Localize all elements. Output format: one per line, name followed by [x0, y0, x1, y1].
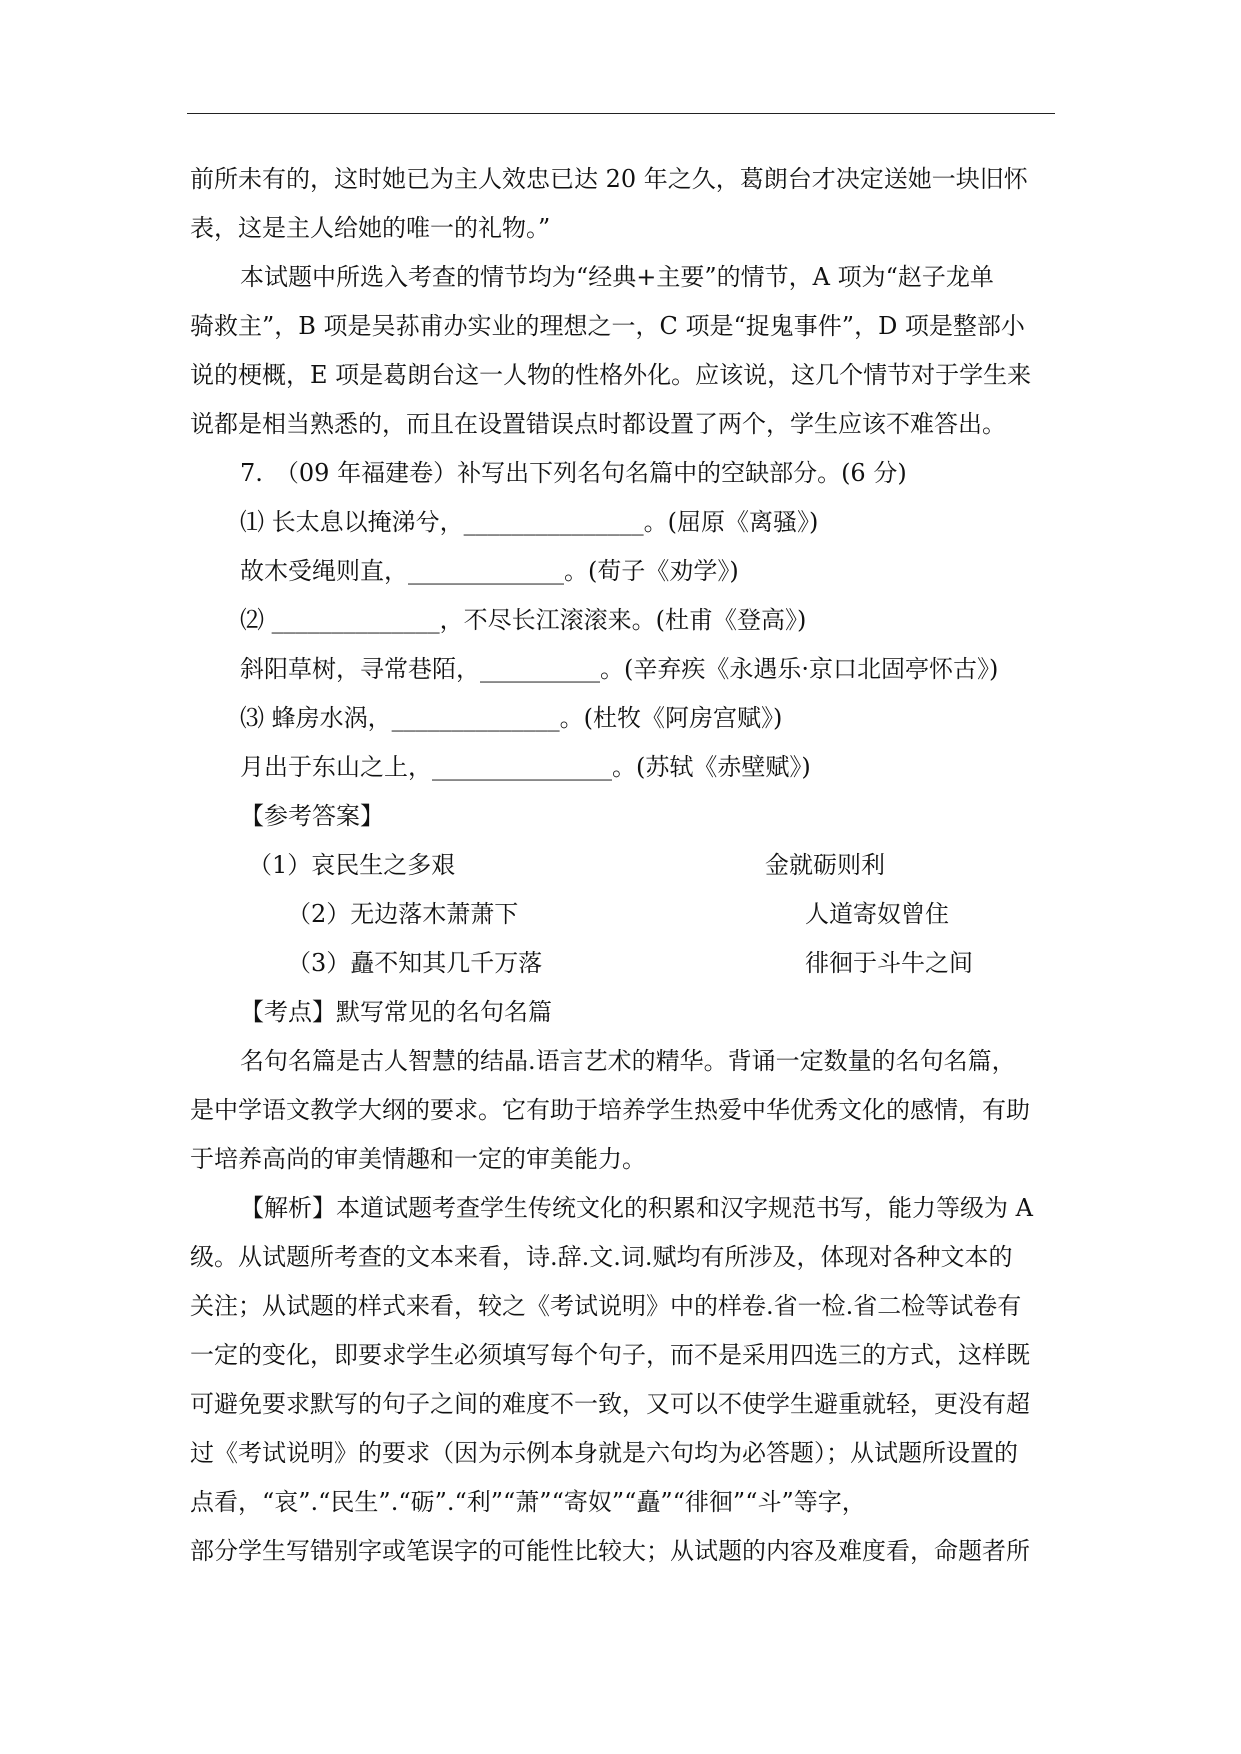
- text-line: 名句名篇是古人智慧的结晶.语言艺术的精华。背诵一定数量的名句名篇，: [240, 1047, 1016, 1075]
- answer-heading: 【参考答案】: [240, 802, 384, 830]
- answer-text: 人道寄奴曾住: [805, 900, 949, 928]
- answer-text: （1）哀民生之多艰: [248, 851, 456, 879]
- answer-text: （2）无边落木萧萧下: [287, 900, 519, 928]
- answer-text: （3）矗不知其几千万落: [287, 949, 543, 977]
- text-line: 点看，“哀”.“民生”.“砺”.“利”“萧”“寄奴”“矗”“徘徊”“斗”等字，: [190, 1488, 866, 1516]
- text-line: 级。从试题所考查的文本来看，诗.辞.文.词.赋均有所涉及，体现对各种文本的: [190, 1243, 1013, 1271]
- text-line: 表，这是主人给她的唯一的礼物。”: [190, 214, 551, 242]
- question-item: 月出于东山之上，_______________。(苏轼《赤壁赋》): [240, 753, 811, 781]
- text-line: 部分学生写错别字或笔误字的可能性比较大；从试题的内容及难度看，命题者所: [190, 1537, 1030, 1565]
- question-heading: 7. （09 年福建卷）补写出下列名句名篇中的空缺部分。(6 分): [240, 459, 907, 487]
- answer-row: [190, 939, 1055, 988]
- question-item: ⑵ ______________，不尽长江滚滚来。(杜甫《登高》): [240, 606, 807, 634]
- question-item: ⑴ 长太息以掩涕兮，_______________。(屈原《离骚》): [240, 508, 819, 536]
- answer-row: [190, 841, 1055, 890]
- text-line: 说的梗概，E 项是葛朗台这一人物的性格外化。应该说，这几个情节对于学生来: [190, 361, 1032, 389]
- question-item: ⑶ 蜂房水涡，______________。(杜牧《阿房宫赋》): [240, 704, 783, 732]
- header-rule: [187, 113, 1055, 114]
- text-line: 本试题中所选入考查的情节均为“经典+主要”的情节，A 项为“赵子龙单: [240, 263, 994, 291]
- section-heading: 【考点】默写常见的名句名篇: [240, 998, 552, 1026]
- text-line: 于培养高尚的审美情趣和一定的审美能力。: [190, 1145, 646, 1173]
- text-line: 过《考试说明》的要求（因为示例本身就是六句均为必答题）；从试题所设置的: [190, 1439, 1018, 1467]
- text-line: 骑救主”，B 项是吴荪甫办实业的理想之一，C 项是“捉鬼事件”，D 项是整部小: [190, 312, 1025, 340]
- text-line: 关注；从试题的样式来看，较之《考试说明》中的样卷.省一检.省二检等试卷有: [190, 1292, 1022, 1320]
- answer-text: 金就砺则利: [765, 851, 885, 879]
- text-line: 【解析】本道试题考查学生传统文化的积累和汉字规范书写，能力等级为 A: [240, 1194, 1033, 1222]
- question-item: 斜阳草树，寻常巷陌，__________。(辛弃疾《永遇乐·京口北固亭怀古》): [240, 655, 999, 683]
- text-line: 是中学语文教学大纲的要求。它有助于培养学生热爱中华优秀文化的感情，有助: [190, 1096, 1030, 1124]
- question-item: 故木受绳则直，_____________。(荀子《劝学》): [240, 557, 739, 585]
- text-line: 前所未有的，这时她已为主人效忠已达 20 年之久，葛朗台才决定送她一块旧怀: [190, 165, 1028, 193]
- text-line: 一定的变化，即要求学生必须填写每个句子，而不是采用四选三的方式，这样既: [190, 1341, 1030, 1369]
- answer-text: 徘徊于斗牛之间: [805, 949, 973, 977]
- text-line: 说都是相当熟悉的，而且在设置错误点时都设置了两个，学生应该不难答出。: [190, 410, 1006, 438]
- answer-row: [190, 890, 1055, 939]
- text-line: 可避免要求默写的句子之间的难度不一致，又可以不使学生避重就轻，更没有超: [190, 1390, 1030, 1418]
- document-body: [190, 155, 1055, 1576]
